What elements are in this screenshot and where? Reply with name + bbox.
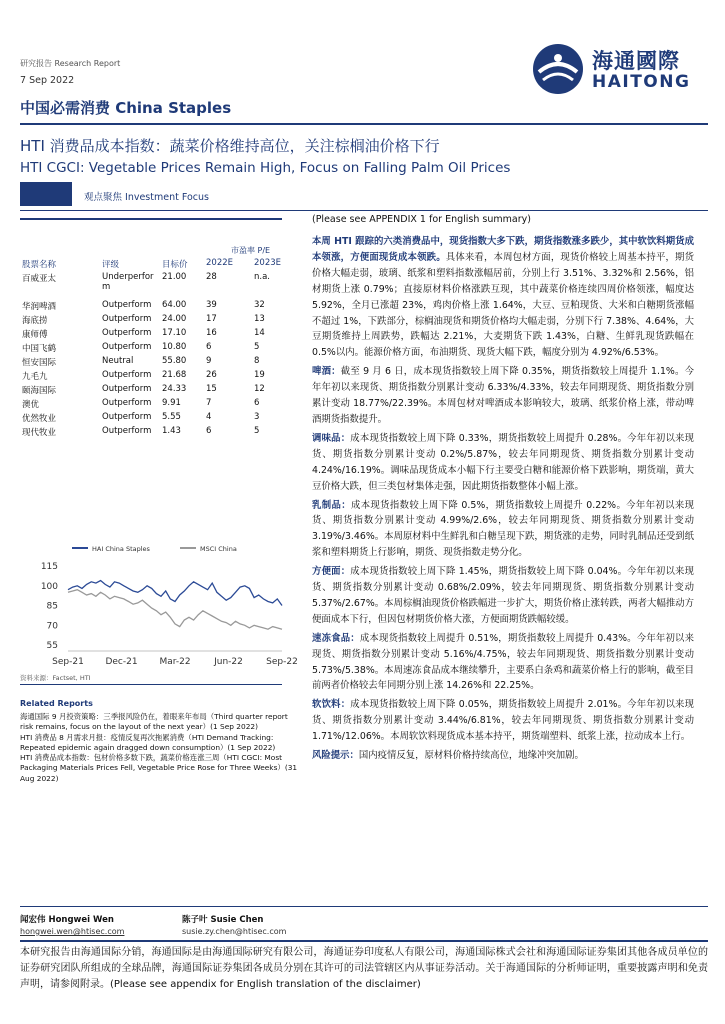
haitong-logo-icon — [531, 42, 585, 96]
x-tick-label: Jun-22 — [214, 657, 243, 667]
rating: Outperform — [102, 314, 152, 324]
target-price: 5.55 — [162, 412, 181, 422]
pe-2022: 26 — [206, 370, 217, 380]
x-tick-label: Mar-22 — [159, 657, 191, 667]
report-date: 7 Sep 2022 — [20, 75, 75, 86]
pe-header: 市盈率 P/E — [231, 246, 271, 255]
target-price: 24.00 — [162, 314, 187, 324]
pe-2023: 3 — [254, 412, 260, 422]
stock-name: 现代牧业 — [22, 428, 57, 438]
target-price: 21.68 — [162, 370, 187, 380]
pe-2023: 6 — [254, 398, 260, 408]
col-header: 评级 — [102, 260, 120, 270]
y-tick-label: 85 — [46, 601, 58, 612]
lead-bold: 本周 HTI 跟踪的六类消费品中，现货指数大多下跌，期货指数涨多跌少，其中软饮料期货成本领涨，方便面现货成本领跌。 — [312, 236, 694, 263]
related-report-link[interactable]: HTI 消费品 8 月需求月报：疫情反复再次拖累消费（HTI Demand Tracking: Repeated epidemic again dragged down consumption）(1 Sep 2022) — [20, 732, 276, 752]
chart-source: 资料来源：Factset, HTI — [20, 674, 91, 682]
related-report-link[interactable]: 海通国际 9 月投资策略：三季报风险仍在，着眼来年布局（Third quarter report risk remains, focus on the layout of the next year）(1 Sep 2022) — [20, 712, 288, 732]
logo-en: HAITONG — [592, 72, 691, 92]
stock-name: 九毛九 — [22, 372, 48, 382]
rating: Outperform — [102, 398, 152, 408]
stock-name: 百威亚太 — [22, 274, 57, 284]
table-row — [20, 342, 286, 356]
section-label: 速冻食品： — [312, 632, 360, 644]
table-row — [20, 384, 286, 398]
target-price: 10.80 — [162, 342, 187, 352]
section-label: 风险提示： — [312, 750, 359, 762]
sector-title: 中国必需消费 China Staples — [20, 99, 232, 117]
table-row — [20, 272, 286, 300]
stock-name: 中国飞鹤 — [22, 344, 57, 354]
x-tick-label: Dec-21 — [105, 657, 138, 667]
section-label: 啤酒： — [312, 366, 341, 378]
y-tick-label: 70 — [46, 621, 58, 632]
section-label: 调味品： — [312, 432, 351, 444]
stock-name: 海底捞 — [22, 316, 48, 326]
rating: Outperform — [102, 412, 152, 422]
pe-2023: 14 — [254, 328, 265, 338]
pe-2023: 5 — [254, 426, 260, 436]
pe-2022: 16 — [206, 328, 217, 338]
section-text: 成本现货指数较上周下降 0.05%，期货指数较上周提升 2.01%。今年年初以来现货、期货指数分别累计变动 3.44%/6.81%，较去年同期现货、期货指数分别累计变动 1.71%/12.06%。本周软饮料现货成本基本持平，期货端塑料、纸浆上涨，拉动成本上行。 — [312, 699, 694, 743]
table-row — [20, 300, 286, 314]
pe-2023: 13 — [254, 314, 265, 324]
english-note: (Please see APPENDIX 1 for English summary) — [312, 214, 531, 225]
lead-text: 具体来看，本周包材方面，现货价格较上周基本持平，期货价格大幅走弱，玻璃、纸浆和塑料指数涨幅居前，分别上行 3.51%、3.32%和 2.56%，铝材期货上涨 0.79%；直接原材料价格涨跌互现，其中蔬菜价格连续四周价格领涨，幅度达 5.92%，全月已涨超 23%，鸡肉价格上涨 1.64%，大豆、豆粕现货、大米和白糖期货涨幅不超过 1%，下跌部分，棕榈油现货和期货价格均大幅走弱，分别下行 7.38%、4.64%，大豆期货维持上周跌势，跌幅达 2.21%，大麦期货下跌 1.43%，白糖、生鲜乳现货跌幅在 0.5%以内。能源价格方面，布油期货、现货大幅下跌，幅度分别为 4.92%/6.53%。 — [312, 251, 694, 359]
pe-2023: 19 — [254, 370, 265, 380]
legend-label-hai: HAI China Staples — [92, 545, 150, 553]
target-price: 9.91 — [162, 398, 181, 408]
target-price: 21.00 — [162, 272, 187, 282]
x-tick-label: Sep-21 — [52, 657, 84, 667]
col-header: 2022E — [206, 258, 234, 268]
legend-label-msci: MSCI China — [200, 545, 237, 553]
table-row — [20, 370, 286, 384]
table-row — [20, 356, 286, 370]
pe-2023: 8 — [254, 356, 260, 366]
pe-2022: 17 — [206, 314, 217, 324]
pe-2022: 4 — [206, 412, 212, 422]
analyst-name: 陈子叶 Susie Chen — [182, 915, 264, 925]
section-label: 乳制品： — [312, 499, 351, 511]
analyst-email[interactable]: susie.zy.chen@htisec.com — [182, 927, 287, 936]
pe-2022: 39 — [206, 300, 217, 310]
target-price: 55.80 — [162, 356, 187, 366]
target-price: 17.10 — [162, 328, 187, 338]
pe-2022: 6 — [206, 426, 212, 436]
rating: Outperform — [102, 384, 152, 394]
stock-name: 华润啤酒 — [22, 302, 57, 312]
pe-2022: 28 — [206, 272, 217, 282]
summary-body — [312, 234, 694, 767]
stock-name: 颐海国际 — [22, 386, 57, 396]
stock-name: 优然牧业 — [22, 414, 57, 424]
target-price: 1.43 — [162, 426, 181, 436]
rating: Outperform — [102, 328, 152, 338]
stock-name: 恒安国际 — [22, 358, 57, 368]
col-header: 2023E — [254, 258, 282, 268]
section-text: 成本现货指数较上周提升 0.51%，期货指数较上周提升 0.43%。今年年初以来现货、期货指数分别累计变动 5.16%/4.75%，较去年同期现货、期货指数分别累计变动 5.73%/5.38%。本周速冻食品成本继续攀升，主要系白条鸡和蔬菜价格上行的影响，截至目前两者价格较去年同期分别上涨 14.26%和 22.25%。 — [312, 632, 694, 692]
y-tick-label: 100 — [40, 581, 58, 592]
series-line-msci — [68, 590, 282, 630]
section-text: 成本现货指数较上周下降 0.33%，期货指数较上周提升 0.28%。今年年初以来现货、期货指数分别累计变动 0.2%/5.87%，较去年同期现货、期货指数分别累计变动 4.24%/16.19%。调味品现货成本小幅下行主要受白糖和能源价格下跌影响，期货端，黄大豆价格大跌，但三类包材集体走强，因此期货指数整体小幅上涨。 — [312, 432, 694, 492]
rating: Outperform — [102, 300, 152, 310]
analyst-email[interactable]: hongwei.wen@htisec.com — [20, 927, 125, 936]
table-row — [20, 426, 286, 440]
subtitle: 观点聚焦 Investment Focus — [84, 192, 209, 203]
rating: Outperform — [102, 370, 152, 380]
y-tick-label: 115 — [40, 562, 58, 572]
title-en: HTI CGCI: Vegetable Prices Remain High, Focus on Falling Palm Oil Prices — [20, 160, 511, 176]
pe-2023: 32 — [254, 300, 265, 310]
section-text: 成本现货指数较上周下降 0.5%，期货指数较上周提升 0.22%。今年年初以来现货、期货指数分别累计变动 4.99%/2.6%，较去年同期现货、期货指数分别累计变动 3.19%/3.46%。本周原材料中生鲜乳和白糖呈现下跌，期货涨的走势，同时乳制品还受到纸浆和塑料期货上行影响，期货、现货指数走势分化。 — [312, 499, 694, 559]
section-text: 截至 9 月 6 日，成本现货指数较上周下降 0.35%，期货指数较上周提升 1.1%。今年年初以来现货、期货指数分别累计变动 6.33%/4.33%，较去年同期现货、期货指数分别累计变动 18.77%/22.39%。本周包材对啤酒成本影响较大，玻璃、纸浆价格上涨，带动啤酒期货指数提升。 — [312, 366, 694, 425]
stock-name: 康师傅 — [22, 330, 48, 340]
pe-2023: 5 — [254, 342, 260, 352]
target-price: 24.33 — [162, 384, 187, 394]
table-top-rule — [20, 218, 282, 220]
x-tick-label: Sep-22 — [266, 657, 298, 667]
section-label: 方便面： — [312, 566, 351, 578]
col-header: 股票名称 — [22, 260, 57, 270]
section-text: 国内疫情反复，原材料价格持续高位，地缘冲突加剧。 — [358, 750, 584, 762]
rating: Outperform — [102, 426, 152, 436]
rating: Underperform — [102, 272, 154, 292]
table-row — [20, 314, 286, 328]
stock-table — [20, 258, 286, 440]
related-heading: Related Reports — [20, 699, 93, 708]
related-report-link[interactable]: HTI 消费品成本指数：包材价格多数下跌，蔬菜价格连涨三周（HTI CGCI: Most Packaging Materials Prices Fell, Vegetable Price Rose for Three Weeks）(31 Aug 2022) — [20, 753, 298, 783]
pe-2022: 6 — [206, 342, 212, 352]
table-row — [20, 398, 286, 412]
price-chart — [20, 540, 298, 672]
stock-name: 澳优 — [22, 400, 40, 410]
report-type: 研究报告 Research Report — [20, 59, 121, 68]
section-label: 软饮料： — [312, 699, 351, 711]
table-row — [20, 412, 286, 426]
pe-2022: 7 — [206, 398, 212, 408]
analyst-name: 闻宏伟 Hongwei Wen — [20, 915, 114, 925]
y-tick-label: 55 — [46, 641, 58, 651]
pe-2022: 9 — [206, 356, 212, 366]
title-cn: HTI 消费品成本指数：蔬菜价格维持高位，关注棕榈油价格下行 — [20, 137, 440, 155]
logo-cn: 海通國際 — [592, 49, 680, 73]
pe-2022: 15 — [206, 384, 217, 394]
section-text: 成本现货指数较上周下降 1.45%，期货指数较上周下降 0.04%。今年年初以来现货、期货指数分别累计变动 0.68%/2.09%，较去年同期现货、期货指数分别累计变动 5.37%/2.67%。本周棕榈油现货价格跌幅进一步扩大，期货价格止涨转跌，两者大幅推动方便面成本下行，但因包材期货价格大涨，方便面期货跌幅较缓。 — [312, 566, 694, 625]
table-row — [20, 328, 286, 342]
rating: Outperform — [102, 342, 152, 352]
col-header: 目标价 — [162, 260, 188, 270]
pe-2023: n.a. — [254, 272, 270, 282]
subtitle-bar — [20, 182, 72, 206]
disclaimer: 本研究报告由海通国际分销，海通国际是由海通国际研究有限公司，海通证券印度私人有限公司，海通国际株式会社和海通国际证券集团其他各成员单位的证券研究团队所组成的全球品牌，海通国际证券集团各成员分别在其许可的司法管辖区内从事证券活动。关于海通国际的分析师证明，重要披露声明和免责声明，请参阅附录。(Please see appendix for English translation of the disclaimer) — [20, 947, 708, 990]
pe-2023: 12 — [254, 384, 265, 394]
target-price: 64.00 — [162, 300, 187, 310]
rating: Neutral — [102, 356, 134, 366]
